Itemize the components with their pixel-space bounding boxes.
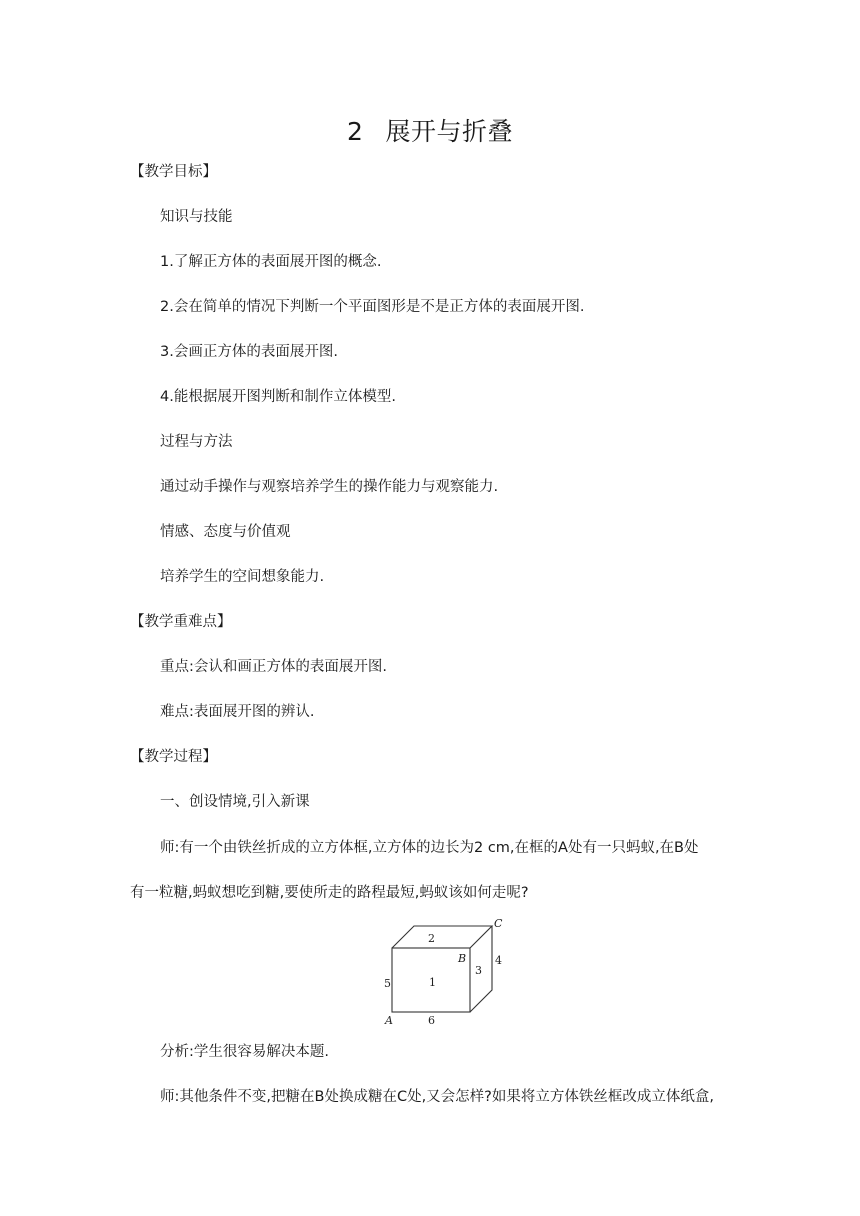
emotion-heading: 情感、态度与价值观 — [160, 524, 291, 540]
goal-item-4: 4.能根据展开图判断和制作立体模型. — [160, 389, 396, 405]
method-heading: 过程与方法 — [160, 434, 233, 450]
edge-label-6: 6 — [428, 1014, 435, 1027]
emotion-text: 培养学生的空间想象能力. — [160, 569, 325, 585]
goal-item-2: 2.会在简单的情况下判断一个平面图形是不是正方体的表面展开图. — [160, 299, 585, 315]
face-label-2: 2 — [428, 932, 435, 945]
section-goals: 【教学目标】 — [130, 164, 217, 180]
section-process: 【教学过程】 — [130, 749, 217, 765]
title-text: 展开与折叠 — [385, 117, 513, 146]
key-difficulty: 难点:表面展开图的辨认. — [160, 704, 315, 720]
page-title — [0, 112, 860, 148]
vertex-label-a: A — [385, 1014, 393, 1027]
title-number: 2 — [347, 117, 364, 146]
process-step-1: 一、创设情境,引入新课 — [160, 794, 310, 810]
teacher-question-1b: 有一粒糖,蚂蚁想吃到糖,要使所走的路程最短,蚂蚁该如何走呢? — [130, 885, 529, 901]
cube-diagram — [378, 916, 508, 1028]
goal-item-1: 1.了解正方体的表面展开图的概念. — [160, 254, 382, 270]
edge-label-4: 4 — [495, 954, 502, 967]
vertex-label-c: C — [494, 917, 503, 930]
section-key-points: 【教学重难点】 — [130, 614, 232, 630]
analysis-text: 分析:学生很容易解决本题. — [160, 1044, 329, 1060]
key-focus: 重点:会认和画正方体的表面展开图. — [160, 659, 387, 675]
edge-label-5: 5 — [384, 977, 391, 990]
method-text: 通过动手操作与观察培养学生的操作能力与观察能力. — [160, 479, 499, 495]
knowledge-heading: 知识与技能 — [160, 209, 233, 225]
face-label-1: 1 — [429, 976, 436, 989]
face-label-3: 3 — [475, 964, 482, 977]
teacher-question-2: 师:其他条件不变,把糖在B处换成糖在C处,又会怎样?如果将立方体铁丝框改成立体纸盒, — [160, 1089, 714, 1105]
cube-top-face — [392, 926, 492, 948]
goal-item-3: 3.会画正方体的表面展开图. — [160, 344, 338, 360]
vertex-label-b: B — [458, 952, 467, 965]
teacher-question-1a: 师:有一个由铁丝折成的立方体框,立方体的边长为2 cm,在框的A处有一只蚂蚁,在B处 — [160, 840, 699, 856]
